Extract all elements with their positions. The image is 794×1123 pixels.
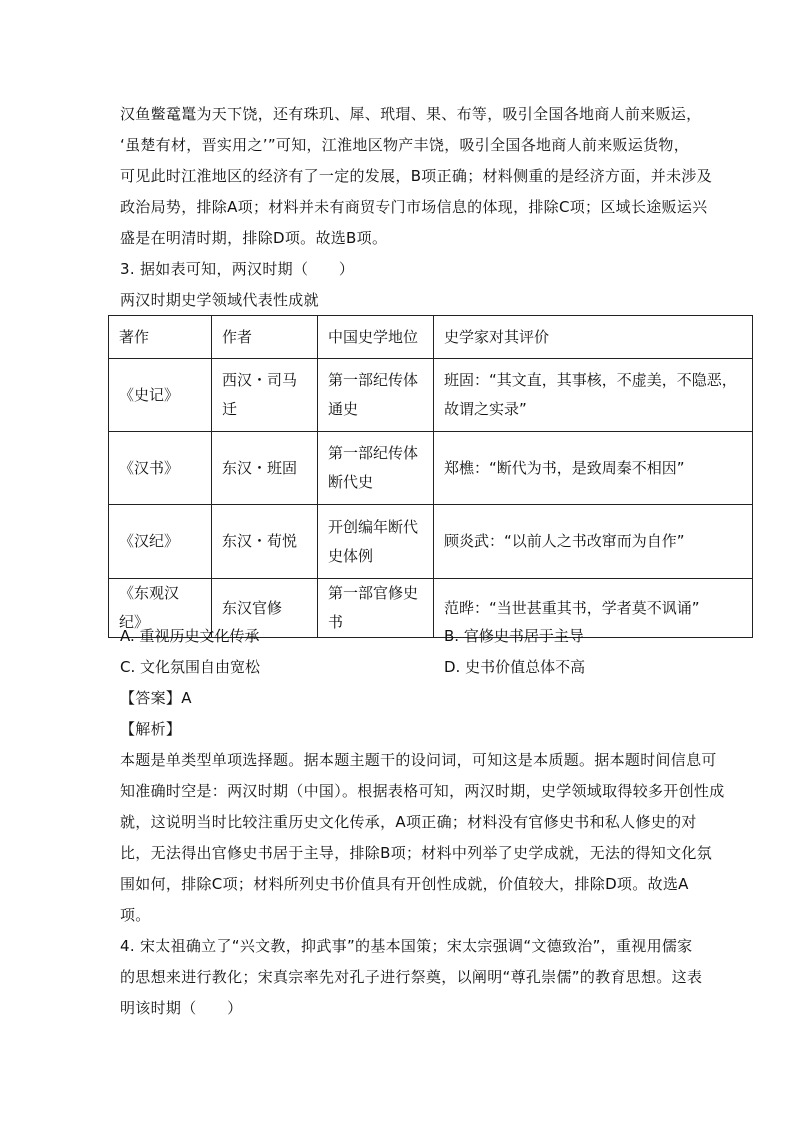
table-cell: 顾炎武：“以前人之书改窜而为自作”: [434, 505, 753, 579]
paragraph-line: 政治局势，排除A项；材料并未有商贸专门市场信息的体现，排除C项；区域长途贩运兴: [120, 198, 708, 216]
table-cell: 东汉・班固: [212, 432, 318, 505]
table-row: [109, 505, 753, 579]
table-cell: 东汉・荀悦: [212, 505, 318, 579]
table-cell: 郑樵：“断代为书，是致周秦不相因”: [434, 432, 753, 505]
table-row: [109, 432, 753, 505]
question-4-line: 4. 宋太祖确立了“兴文教，抑武事”的基本国策；宋太宗强调“文德致治”，重视用儒家: [120, 937, 693, 955]
option-d: D. 史书价值总体不高: [444, 658, 586, 676]
table-cell: 《东观汉纪》: [109, 579, 212, 638]
table-cell: 《汉纪》: [109, 505, 212, 579]
analysis-line: 围如何，排除C项；材料所列史书价值具有开创性成就，价值较大，排除D项。故选A: [120, 875, 689, 893]
answer-label: 【答案】A: [120, 689, 192, 707]
analysis-line: 就，这说明当时比较注重历史文化传承，A项正确；材料没有官修史书和私人修史的对: [120, 813, 697, 831]
paragraph-line: 汉鱼鳖鼋鼍为天下饶，还有珠玑、犀、玳瑁、果、布等，吸引全国各地商人前来贩运，: [120, 105, 702, 123]
analysis-label: 【解析】: [120, 720, 182, 738]
table-cell: 西汉・司马迁: [212, 359, 318, 432]
question-4-line: 明该时期（ ）: [120, 999, 243, 1017]
header-cell: 中国史学地位: [318, 316, 434, 359]
table-cell: 第一部纪传体断代史: [318, 432, 434, 505]
header-cell: 史学家对其评价: [434, 316, 753, 359]
table-cell: 班固：“其文直，其事核，不虚美，不隐恶，故谓之实录”: [434, 359, 753, 432]
table-header-row: [109, 316, 753, 359]
table-row: [109, 359, 753, 432]
table-cell: 《汉书》: [109, 432, 212, 505]
question-4-line: 的思想来进行教化；宋真宗率先对孔子进行祭奠，以阐明“尊孔崇儒”的教育思想。这表: [120, 968, 703, 986]
paragraph-line: ‘虽楚有材，晋实用之’”可知，江淮地区物产丰饶，吸引全国各地商人前来贩运货物，: [120, 136, 690, 154]
analysis-line: 知准确时空是：两汉时期（中国）。根据表格可知，两汉时期，史学领域取得较多开创性成: [120, 782, 725, 800]
analysis-line: 本题是单类型单项选择题。据本题主题干的设问词，可知这是本质题。据本题时间信息可: [120, 751, 717, 769]
table-title: 两汉时期史学领域代表性成就: [120, 291, 319, 309]
table-cell: 范晔：“当世甚重其书，学者莫不讽诵”: [434, 579, 753, 638]
option-a: A. 重视历史文化传承: [120, 627, 260, 645]
header-cell: 作者: [212, 316, 318, 359]
table-cell: 《史记》: [109, 359, 212, 432]
table-cell: 东汉官修: [212, 579, 318, 638]
option-c: C. 文化氛围自由宽松: [120, 658, 261, 676]
table-cell: 第一部纪传体通史: [318, 359, 434, 432]
table-cell: 开创编年断代史体例: [318, 505, 434, 579]
option-b: B. 官修史书居于主导: [444, 627, 584, 645]
history-table: [108, 315, 753, 638]
analysis-line: 比，无法得出官修史书居于主导，排除B项；材料中列举了史学成就，无法的得知文化氛: [120, 844, 712, 862]
question-3-stem: 3. 据如表可知，两汉时期（ ）: [120, 260, 355, 278]
paragraph-line: 盛是在明清时期，排除D项。故选B项。: [120, 229, 388, 247]
analysis-line: 项。: [120, 906, 151, 924]
paragraph-line: 可见此时江淮地区的经济有了一定的发展，B项正确；材料侧重的是经济方面，并未涉及: [120, 167, 712, 185]
table-cell: 第一部官修史书: [318, 579, 434, 638]
header-cell: 著作: [109, 316, 212, 359]
